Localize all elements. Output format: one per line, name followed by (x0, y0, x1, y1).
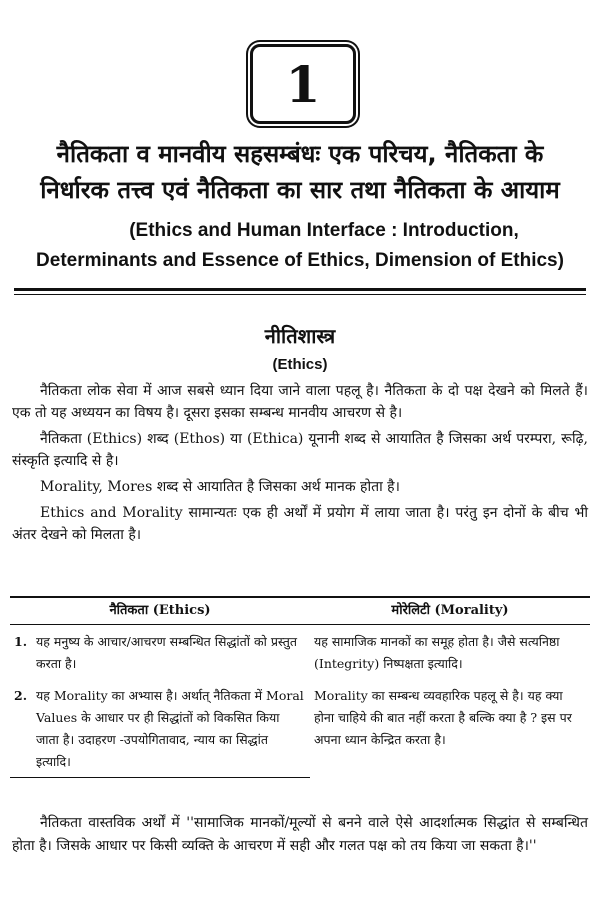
chapter-title-hindi-line1: नैतिकता व मानवीय सहसम्बंधः एक परिचय, नैतिकता के (56, 140, 544, 168)
table-header-ethics: नैतिकता (Ethics) (10, 597, 310, 625)
table-header-morality: मोरेलिटी (Morality) (310, 597, 590, 625)
comparison-table (10, 596, 590, 778)
paragraph: नैतिकता (Ethics) शब्द (Ethos) या (Ethica) यूनानी शब्द से आयातित है जिसका अर्थ परम्परा, रूढ़ि, संस्कृति इत्यादि से है। (12, 431, 588, 469)
chapter-number-box (250, 44, 356, 124)
table-cell-morality (310, 625, 590, 680)
body-text (12, 380, 588, 550)
paragraph: Ethics and Morality सामान्यतः एक ही अर्थों में प्रयोग में लाया जाता है। परंतु इन दोनों के बीच भी अंतर देखने को मिलता है। (12, 505, 588, 543)
row-number: 2. (14, 688, 28, 703)
title-divider-thin (14, 294, 586, 295)
table-cell-ethics (10, 625, 310, 680)
ethics-text: यह मनुष्य के आचार/आचरण सम्बन्धित सिद्धांतों को प्रस्तुत करता है। (36, 634, 298, 671)
table-row (10, 679, 590, 778)
chapter-title-english-line1: (Ethics and Human Interface : Introduction, (129, 220, 519, 241)
chapter-title-english-line2: Determinants and Essence of Ethics, Dimension of Ethics) (36, 250, 564, 271)
table-cell-morality (310, 679, 590, 778)
paragraph: Morality, Mores शब्द से आयातित है जिसका अर्थ मानक होता है। (40, 479, 400, 495)
section-heading-hindi: नीतिशास्त्र (264, 324, 336, 348)
table-cell-ethics (10, 679, 310, 778)
title-divider-thick (14, 288, 586, 291)
chapter-title-hindi-line2: निर्धारक तत्त्व एवं नैतिकता का सार तथा नैतिकता के आयाम (40, 176, 560, 204)
closing-paragraph: नैतिकता वास्तविक अर्थों में ''सामाजिक मानकों/मूल्यों से बनने वाले ऐसे आदर्शात्मक सिद्धांत से सम्बन्धित होता है। जिसके आधार पर किसी व्यक्ति के आचरण में सही और गलत पक्ष को तय किया जा सकता है।'' (12, 815, 588, 854)
morality-text: यह सामाजिक मानकों का समूह होता है। जैसे सत्यनिष्ठा (Integrity) निष्पक्षता इत्यादि। (314, 634, 560, 671)
table-row (10, 625, 590, 680)
ethics-text: यह Morality का अभ्यास है। अर्थात् नैतिकता में Moral Values के आधार पर ही सिद्धांतों को विकसित किया जाता है। उदाहरण -उपयोगितावाद, न्याय का सिद्धांत इत्यादि। (36, 688, 304, 769)
chapter-number: 1 (285, 54, 321, 114)
chapter-title-english (0, 216, 600, 276)
paragraph: नैतिकता लोक सेवा में आज सबसे ध्यान दिया जाने वाला पहलू है। नैतिकता के दो पक्ष देखने को मिलते हैं। एक तो यह अध्ययन का विषय है। दूसरा इसका सम्बन्ध मानवीय आचरण से है। (12, 383, 588, 421)
chapter-title-hindi (0, 136, 600, 208)
section-heading-english: (Ethics) (272, 356, 328, 373)
morality-text: Morality का सम्बन्ध व्यवहारिक पहलू से है। यह क्या होना चाहिये की बात नहीं करता है बल्कि क्या है ? इस पर अपना ध्यान केन्द्रित करता है। (314, 688, 572, 747)
row-number: 1. (14, 634, 28, 649)
